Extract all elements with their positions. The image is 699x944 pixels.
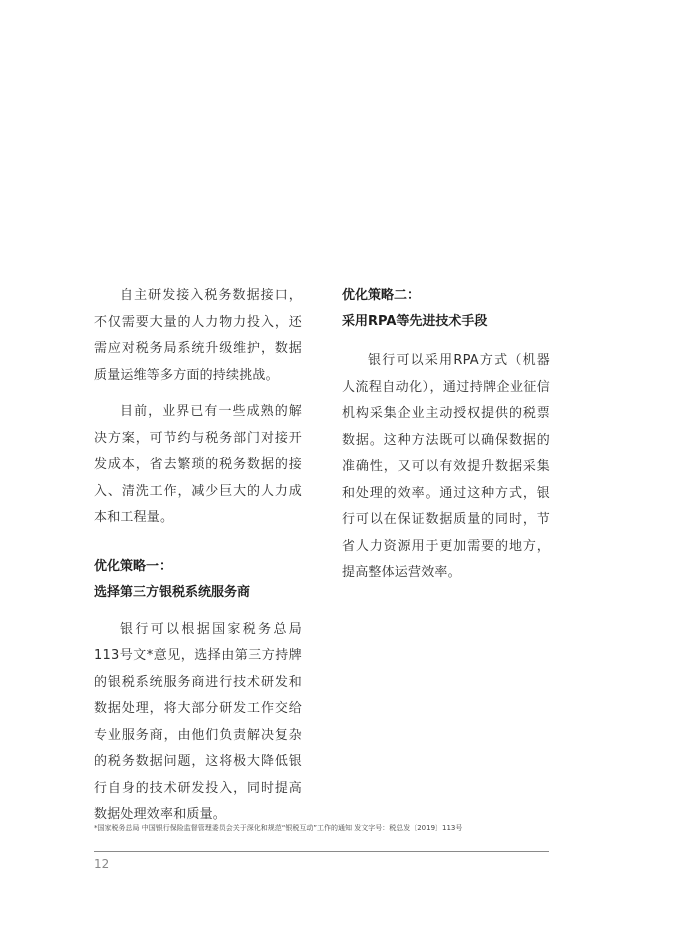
left-column	[94, 283, 302, 829]
strategy-one-heading	[94, 554, 302, 606]
strategy-two-title: 采用RPA等先进技术手段	[342, 314, 488, 329]
strategy-two-heading	[342, 283, 550, 335]
page-number: 12	[94, 857, 110, 871]
strategy-one-title: 选择第三方银税系统服务商	[94, 584, 251, 600]
body-paragraph: 银行可以采用RPA方式（机器人流程自动化），通过持牌企业征信机构采集企业主动授权提供的税票数据。这种方法既可以确保数据的准确性，又可以有效提升数据采集和处理的效率。通过这种方式，银行可以在保证数据质量的同时，节省人力资源用于更加需要的地方，提高整体运营效率。	[342, 353, 550, 580]
footnote: *国家税务总局 中国银行保险监督管理委员会关于深化和规范“银税互动”工作的通知 发文字号：税总发〔2019〕113号	[94, 824, 463, 832]
strategy-two-label: 优化策略二：	[342, 288, 421, 303]
body-paragraph: 目前，业界已有一些成熟的解决方案，可节约与税务部门对接开发成本，省去繁琐的税务数据的接入、清洗工作，减少巨大的人力成本和工程量。	[94, 404, 302, 525]
body-paragraph: 自主研发接入税务数据接口，不仅需要大量的人力物力投入，还需应对税务局系统升级维护，数据质量运维等多方面的持续挑战。	[94, 288, 302, 383]
right-column	[342, 283, 550, 587]
footer-divider	[94, 851, 549, 852]
body-paragraph: 银行可以根据国家税务总局113号文*意见，选择由第三方持牌的银税系统服务商进行技术研发和数据处理，将大部分研发工作交给专业服务商，由他们负责解决复杂的税务数据问题，这将极大降低银行自身的技术研发投入，同时提高数据处理效率和质量。	[94, 621, 302, 822]
strategy-one-label: 优化策略一：	[94, 558, 173, 574]
